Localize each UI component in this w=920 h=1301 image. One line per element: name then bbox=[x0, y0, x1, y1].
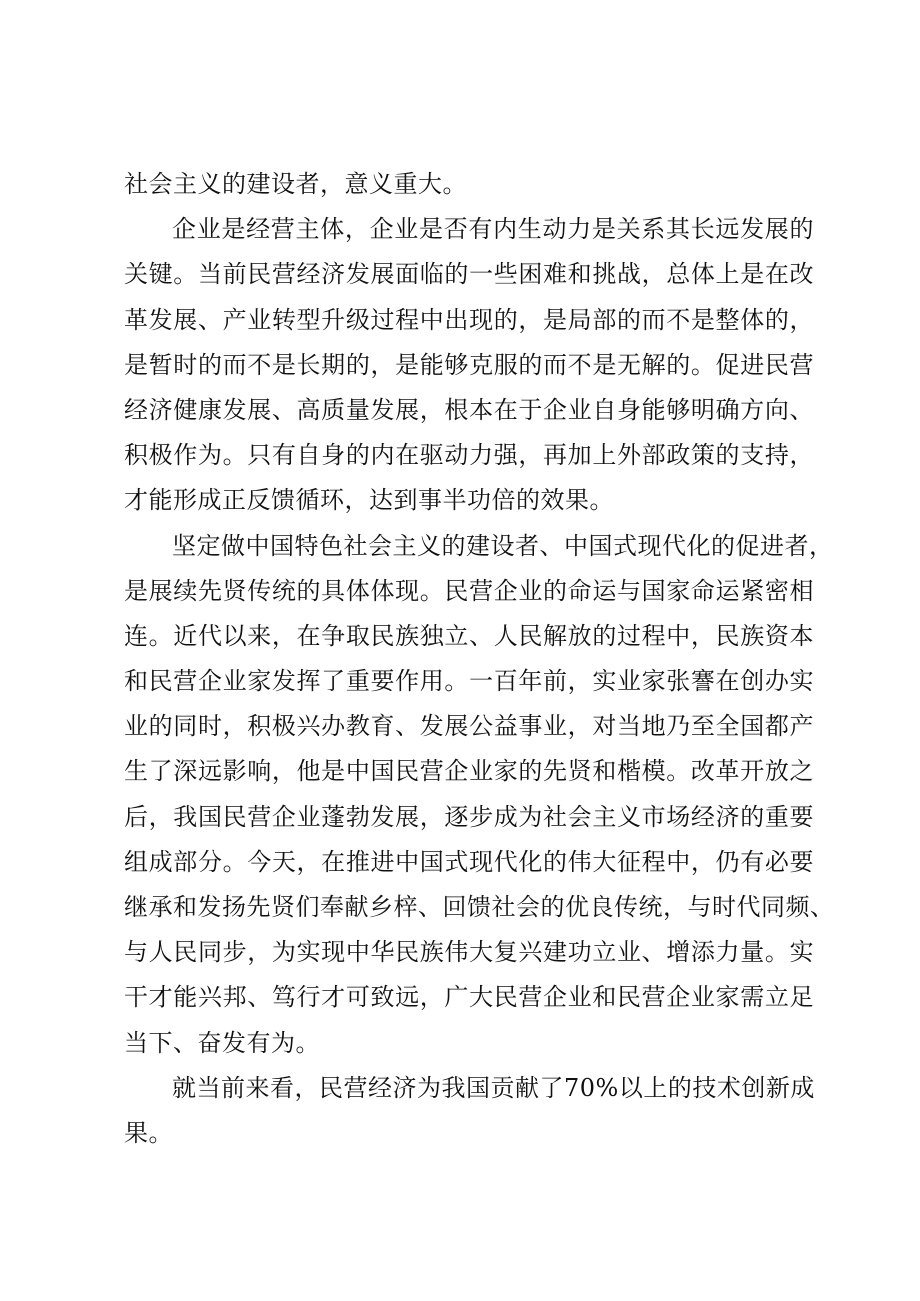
text-line: 干才能兴邦、笃行才可致远，广大民营企业和民营企业家需立足 bbox=[124, 983, 814, 1012]
text-line: 后，我国民营企业蓬勃发展，逐步成为社会主义市场经济的重要 bbox=[124, 802, 814, 831]
text-line: 当下、奋发有为。 bbox=[124, 1028, 320, 1057]
paragraph bbox=[124, 207, 814, 523]
text-line: 与人民同步，为实现中华民族伟大复兴建功立业、增添力量。实 bbox=[124, 938, 814, 967]
text-line: 关键。当前民营经济发展面临的一些困难和挑战，总体上是在改 bbox=[124, 260, 814, 289]
document-body bbox=[124, 162, 835, 1156]
text-line: 才能形成正反馈循环，达到事半功倍的效果。 bbox=[124, 486, 614, 515]
text-line: 继承和发扬先贤们奉献乡梓、回馈社会的优良传统，与时代同频、 bbox=[124, 893, 835, 921]
text-line: 就当前来看，民营经济为我国贡献了70%以上的技术创新成 bbox=[172, 1073, 815, 1102]
text-line: 经济健康发展、高质量发展，根本在于企业自身能够明确方向、 bbox=[124, 395, 814, 424]
text-line: 是暂时的而不是长期的，是能够克服的而不是无解的。促进民营 bbox=[124, 350, 814, 379]
text-line: 和民营企业家发挥了重要作用。一百年前，实业家张謇在创办实 bbox=[124, 667, 814, 696]
text-line: 组成部分。今天，在推进中国式现代化的伟大征程中，仍有必要 bbox=[124, 847, 814, 876]
paragraph bbox=[124, 524, 835, 1066]
text-line: 坚定做中国特色社会主义的建设者、中国式现代化的促进者， bbox=[172, 531, 834, 560]
text-line: 革发展、产业转型升级过程中出现的，是局部的而不是整体的， bbox=[124, 305, 814, 334]
paragraph bbox=[124, 1066, 814, 1156]
text-line: 业的同时，积极兴办教育、发展公益事业，对当地乃至全国都产 bbox=[124, 712, 814, 741]
text-line: 社会主义的建设者，意义重大。 bbox=[124, 170, 467, 198]
paragraph bbox=[124, 162, 814, 207]
text-line: 企业是经营主体，企业是否有内生动力是关系其长远发展的 bbox=[172, 215, 814, 244]
text-line: 果。 bbox=[124, 1118, 173, 1147]
text-line: 连。近代以来，在争取民族独立、人民解放的过程中，民族资本 bbox=[124, 621, 814, 650]
text-line: 生了深远影响，他是中国民营企业家的先贤和楷模。改革开放之 bbox=[124, 757, 814, 786]
text-line: 是展续先贤传统的具体体现。民营企业的命运与国家命运紧密相 bbox=[124, 576, 814, 605]
text-line: 积极作为。只有自身的内在驱动力强，再加上外部政策的支持， bbox=[124, 441, 814, 470]
